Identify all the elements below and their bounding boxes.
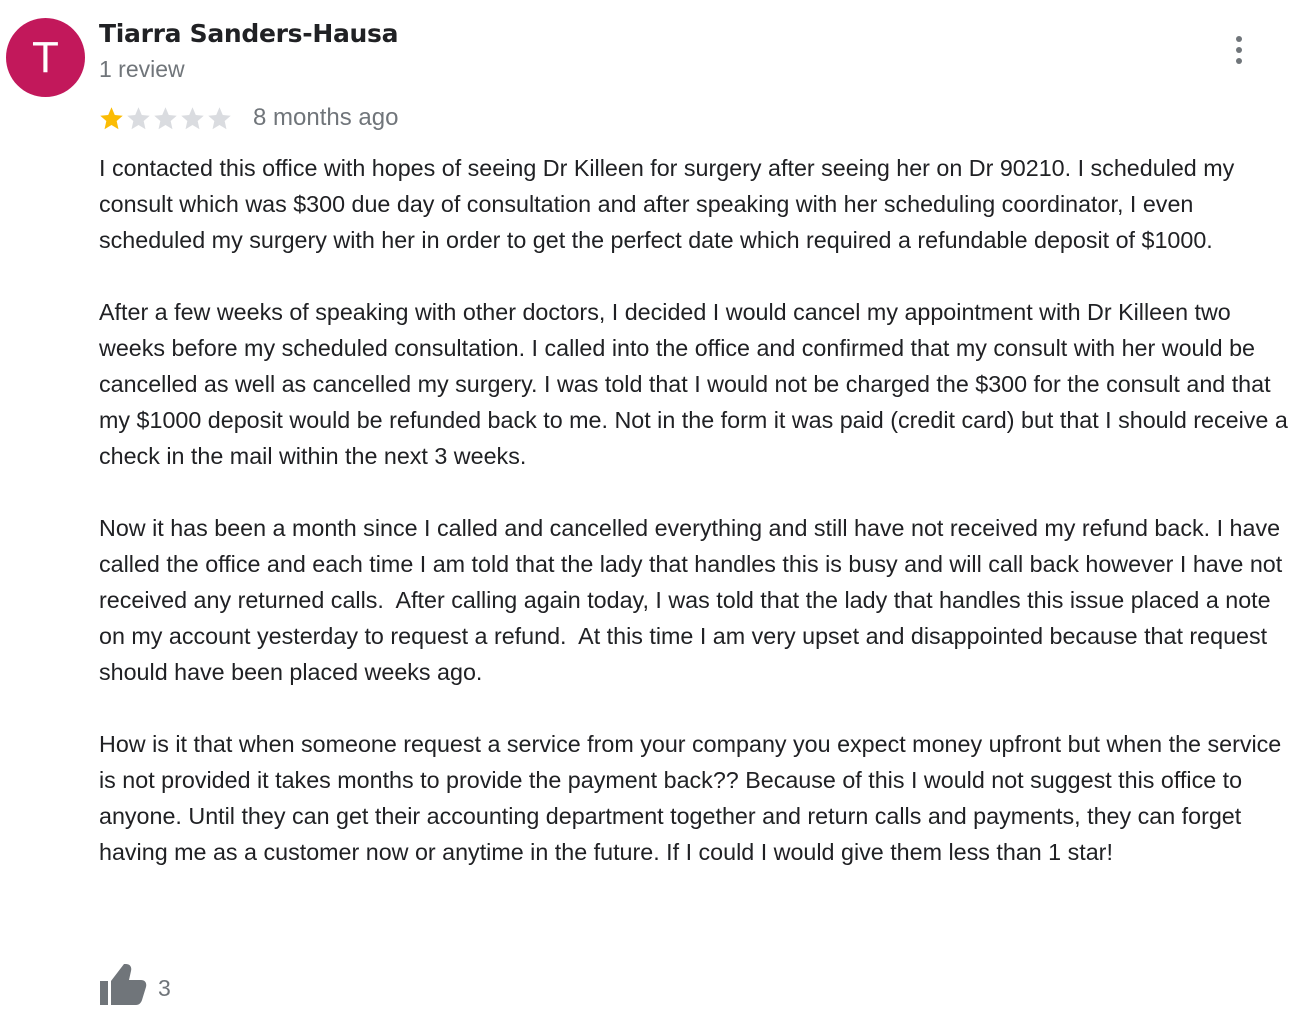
review-paragraph: Now it has been a month since I called and cancelled everything and still have not received my refund back. I have called the office and each time I am told that the lady that handles this is busy and will call back however I have not received any returned calls. After calling again today, I was told that the lady that handles this issue placed a note on my account yesterday to request a refund. At this time I am very upset and disappointed because that request should have been placed weeks ago. [99, 515, 1289, 685]
review-paragraph: How is it that when someone request a service from your company you expect money upfront but when the service is not provided it takes months to provide the payment back?? Because of this I would not suggest this office to anyone. Until they can get their accounting department together and return calls and payments, they can forget having me as a customer now or anytime in the future. If I could I would give them less than 1 star! [99, 731, 1288, 865]
star-rating [98, 103, 233, 133]
review-time: 8 months ago [253, 104, 399, 131]
like-count: 3 [158, 975, 171, 1001]
star-icon [125, 105, 152, 132]
star-icon [98, 105, 125, 132]
more-vert-icon[interactable] [1224, 32, 1254, 68]
star-icon [152, 105, 179, 132]
star-icon [206, 105, 233, 132]
thumb-up-icon[interactable] [98, 963, 148, 1007]
review-paragraph: I contacted this office with hopes of seeing Dr Killeen for surgery after seeing her on Dr 90210. I scheduled my consult which was $300 due day of consultation and after speaking with her scheduling coordinator, I even scheduled my surgery with her in order to get the perfect date which required a refundable deposit of $1000. [99, 155, 1241, 253]
avatar[interactable] [6, 18, 85, 97]
review-paragraph: After a few weeks of speaking with other doctors, I decided I would cancel my appointment with Dr Killeen two weeks before my scheduled consultation. I called into the office and confirmed that my consult with her would be cancelled as well as cancelled my surgery. I was told that I would not be charged the $300 for the consult and that my $1000 deposit would be refunded back to me. Not in the form it was paid (credit card) but that I should receive a check in the mail within the next 3 weeks. [99, 299, 1295, 469]
star-icon [179, 105, 206, 132]
review-count: 1 review [99, 56, 185, 82]
avatar-initial: T [32, 32, 59, 82]
reviewer-name[interactable]: Tiarra Sanders-Hausa [99, 19, 399, 48]
review-text [99, 150, 1295, 906]
